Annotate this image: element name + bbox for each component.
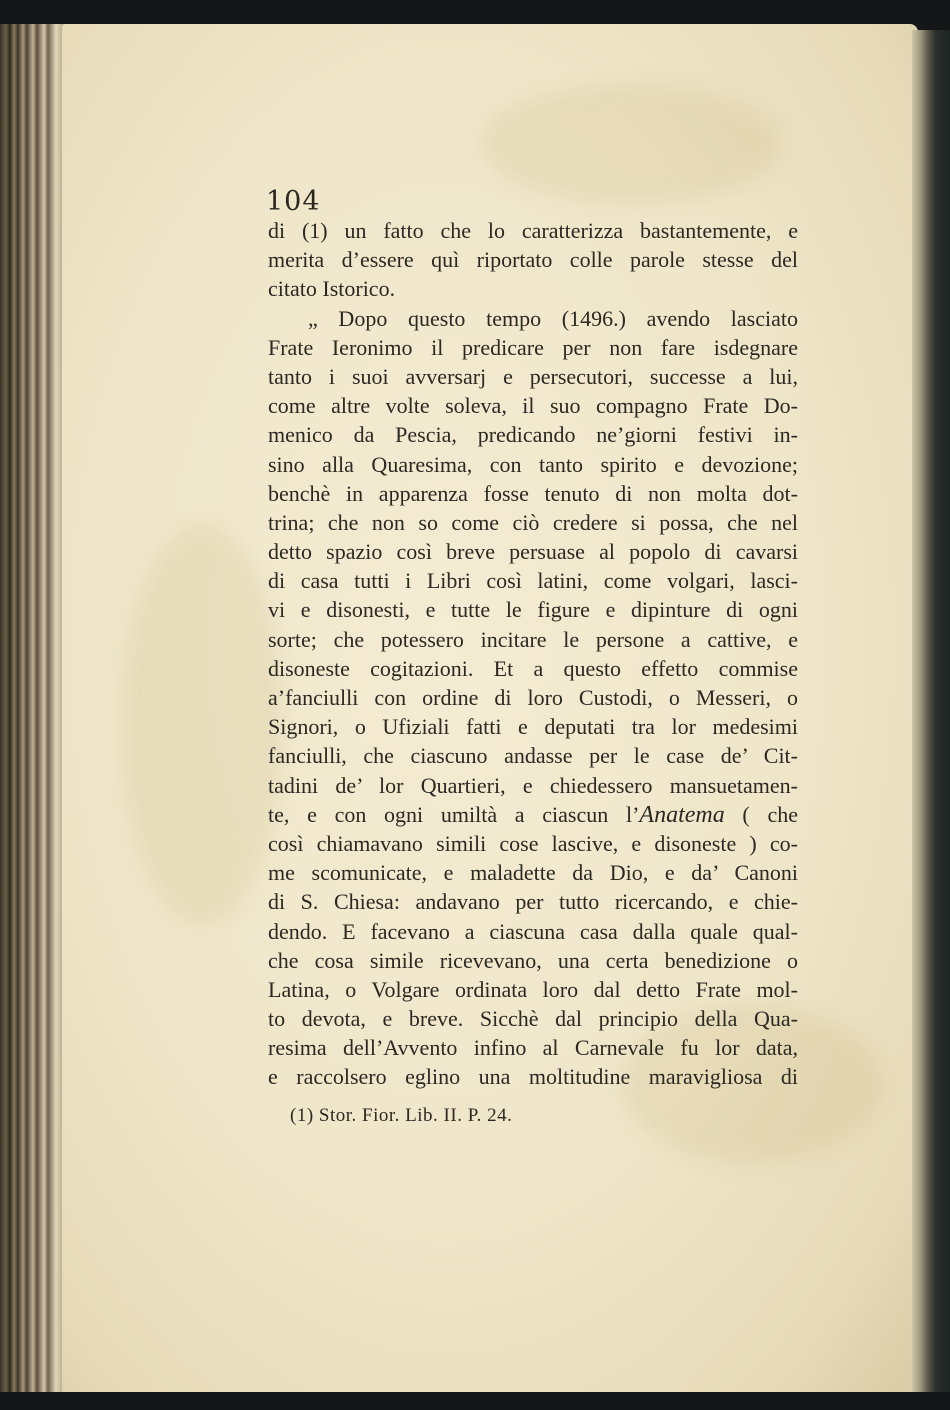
text-line-9: sino alla Quaresima, con tanto spirito e devozione; — [268, 451, 798, 477]
text-line-11: trina; che non so come ciò credere si possa, che nel — [268, 509, 798, 535]
text-line-21-start: te, e con ogni umiltà a ciascun l’ — [268, 801, 640, 827]
text-line-19: fanciulli, che ciascuno andasse per le case de’ Cit- — [268, 743, 798, 769]
text-line-12: detto spazio così breve persuase al popolo di cavarsi — [268, 539, 798, 565]
text-line-5: Frate Ieronimo il predicare per non fare isdegnare — [268, 334, 798, 360]
text-line-27: Latina, o Volgare ordinata loro dal detto Frate mol- — [268, 976, 798, 1002]
text-line-16: disoneste cogitazioni. Et a questo effetto commise — [268, 655, 798, 681]
body-text — [268, 216, 798, 1092]
emphasis-word: Anatema — [639, 801, 725, 828]
text-line-22: così chiamavano simili cose lascive, e disoneste ) co- — [268, 830, 798, 856]
text-line-18: Signori, o Ufiziali fatti e deputati tra lor medesimi — [268, 714, 798, 740]
text-line-4: „ Dopo questo tempo (1496.) avendo lasciato — [308, 305, 798, 331]
text-line-28: to devota, e breve. Sicchè dal principio della Qua- — [268, 1006, 798, 1032]
text-line-2: merita d’essere quì riportato colle parole stesse del — [268, 247, 798, 273]
text-line-13: di casa tutti i Libri così latini, come volgari, lasci- — [268, 568, 798, 594]
footnote: (1) Stor. Fior. Lib. II. P. 24. — [290, 1105, 513, 1126]
page-number: 104 — [266, 186, 321, 217]
text-line-29: resima dell’Avvento infino al Carnevale fu lor data, — [268, 1035, 798, 1061]
text-line-1: di (1) un fatto che lo caratterizza bastantemente, e — [268, 218, 798, 243]
text-line-26: che cosa simile ricevevano, una certa benedizione o — [268, 947, 798, 973]
text-line-10: benchè in apparenza fosse tenuto di non molta dot- — [268, 480, 798, 506]
text-line-6: tanto i suoi avversarj e persecutori, successe a lui, — [268, 363, 798, 389]
text-line-15: sorte; che potessero incitare le persone a cattive, e — [268, 626, 798, 652]
book-binding — [912, 30, 950, 1410]
text-line-23: me scomunicate, e maladette da Dio, e da’ Canoni — [268, 860, 798, 886]
text-line-21-end: ( che — [724, 801, 799, 827]
text-line-17: a’fanciulli con ordine di loro Custodi, o Messeri, o — [268, 685, 798, 710]
text-line-20: tadini de’ lor Quartieri, e chiedessero mansuetamen- — [268, 772, 798, 798]
text-line-21 — [268, 800, 798, 829]
text-line-3: citato Istorico. — [268, 276, 396, 302]
text-line-14: vi e disonesti, e tutte le figure e dipinture di ogni — [268, 597, 798, 623]
text-line-8: menico da Pescia, predicando ne’giorni festivi in- — [268, 422, 798, 448]
text-line-7: come altre volte soleva, il suo compagno Frate Do- — [268, 393, 798, 419]
scan-bottom-background — [0, 1392, 950, 1410]
scan-top-background — [0, 0, 950, 26]
text-line-24: di S. Chiesa: andavano per tutto ricercando, e chie- — [268, 889, 798, 915]
text-line-25: dendo. E facevano a ciascuna casa dalla quale qual- — [268, 918, 798, 944]
text-line-30: e raccolsero eglino una moltitudine maravigliosa di — [268, 1064, 798, 1090]
